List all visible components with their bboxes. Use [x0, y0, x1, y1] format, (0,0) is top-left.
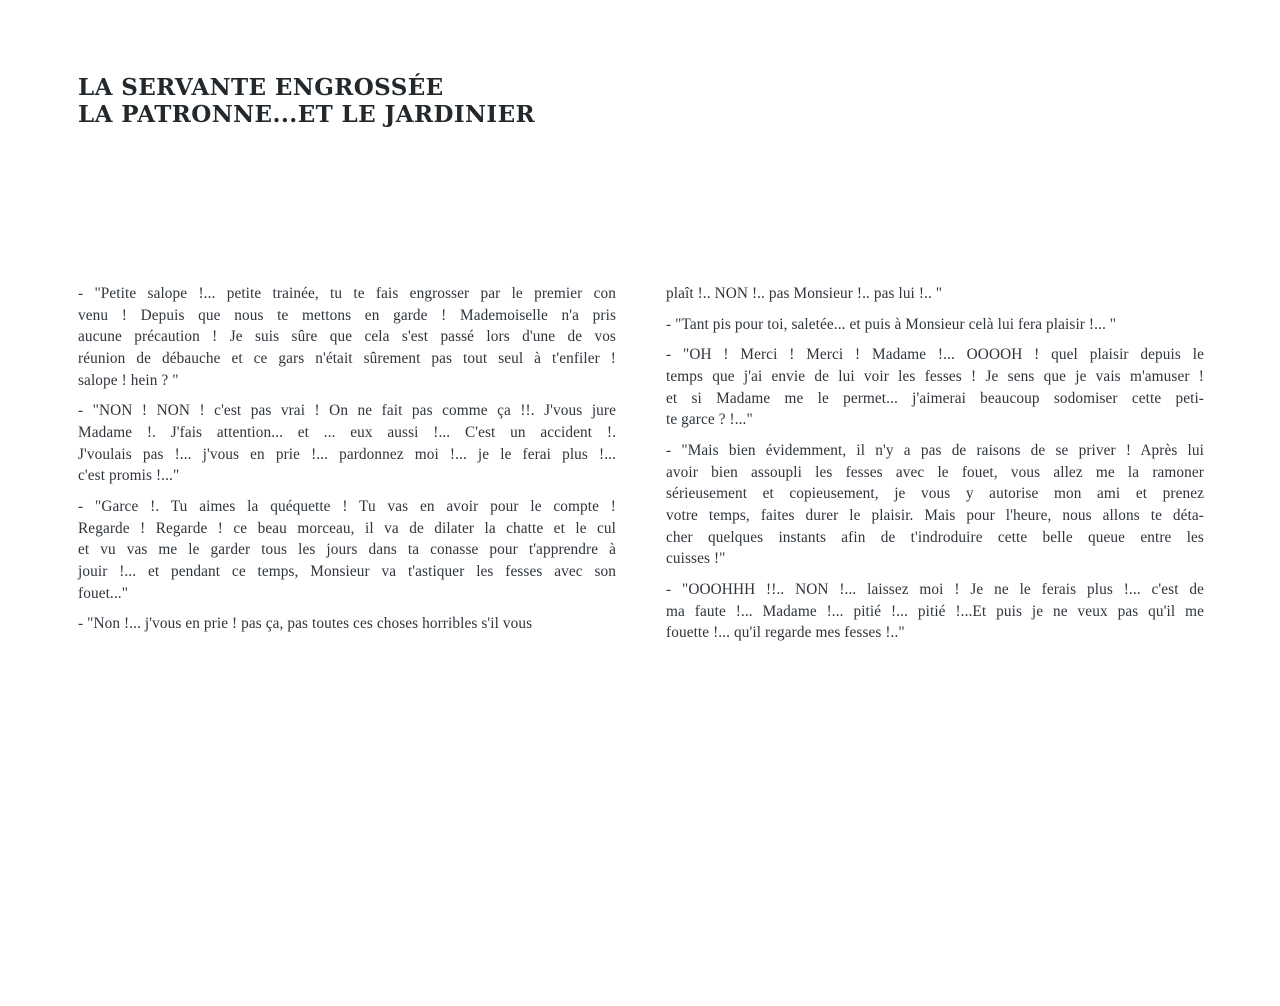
text-line: votre temps, faites durer le plaisir. Mais pour l'heure, nous allons te déta-: [666, 506, 1204, 524]
text-line: c'est promis !...": [78, 467, 180, 485]
text-line: et vu vas me le garder tous les jours dans ta conasse pour t'apprendre à: [78, 541, 616, 559]
text-line: - "Tant pis pour toi, saletée... et puis à Monsieur celà lui fera plaisir !... ": [666, 315, 1117, 333]
text-line: cher quelques instants afin de t'indroduire cette belle queue entre les: [666, 528, 1204, 546]
text-line: fouette !... qu'il regarde mes fesses !..": [666, 624, 905, 642]
paragraph: [78, 400, 616, 487]
page-title-line-1: LA SERVANTE ENGROSSÉE: [78, 74, 444, 101]
paragraph: [666, 314, 1204, 336]
paragraph: [78, 283, 616, 391]
text-line: Madame !. J'fais attention... et ... eux aussi !... C'est un accident !.: [78, 423, 616, 441]
text-line: - "Non !... j'vous en prie ! pas ça, pas toutes ces choses horribles s'il vous: [78, 615, 533, 633]
text-line: salope ! hein ? ": [78, 371, 179, 389]
text-line: - "Petite salope !... petite trainée, tu te fais engrosser par le premier con: [78, 285, 616, 302]
text-line: venu ! Depuis que nous te mettons en garde ! Mademoiselle n'a pris: [78, 306, 616, 324]
text-line: - "OOOHHH !!.. NON !... laissez moi ! Je ne le ferais plus !... c'est de: [666, 580, 1204, 598]
text-line: plaît !.. NON !.. pas Monsieur !.. pas lui !.. ": [666, 285, 943, 302]
text-line: avoir bien assoupli les fesses avec le fouet, vous allez me la ramoner: [666, 463, 1204, 481]
paragraph: [78, 496, 616, 604]
text-line: aucune précaution ! Je suis sûre que cela s'est passé lors d'une de vos: [78, 328, 616, 346]
text-line: te garce ? !...": [666, 411, 753, 429]
text-line: Regarde ! Regarde ! ce beau morceau, il va de dilater la chatte et le cul: [78, 519, 616, 537]
paragraph: [666, 440, 1204, 570]
text-line: et si Madame me le permet... j'aimerai beaucoup sodomiser cette peti-: [666, 389, 1204, 407]
text-column-right: [666, 283, 1204, 653]
paragraph: [666, 344, 1204, 431]
text-line: - "Mais bien évidemment, il n'y a pas de raisons de se priver ! Après lui: [666, 441, 1204, 459]
paragraph: [78, 613, 616, 635]
paragraph: [666, 283, 1204, 305]
text-line: réunion de débauche et ce gars n'était sûrement pas tout seul à t'enfiler !: [78, 349, 616, 367]
text-line: ma faute !... Madame !... pitié !... pitié !...Et puis je ne veux pas qu'il me: [666, 602, 1204, 620]
text-line: fouet...": [78, 584, 129, 602]
text-line: sérieusement et copieusement, je vous y autorise mon ami et prenez: [666, 485, 1204, 503]
paragraph: [666, 579, 1204, 644]
text-line: temps que j'ai envie de lui voir les fesses ! Je sens que je vais m'amuser !: [666, 367, 1204, 385]
text-line: jouir !... et pendant ce temps, Monsieur va t'astiquer les fesses avec son: [78, 562, 616, 580]
page-title-line-2: LA PATRONNE...ET LE JARDINIER: [78, 101, 536, 128]
page-title: [78, 74, 535, 128]
text-line: - "OH ! Merci ! Merci ! Madame !... OOOOH ! quel plaisir depuis le: [666, 346, 1204, 364]
text-line: cuisses !": [666, 550, 726, 568]
text-columns: [78, 283, 1204, 653]
text-column-left: [78, 283, 616, 653]
text-line: - "NON ! NON ! c'est pas vrai ! On ne fait pas comme ça !!. J'vous jure: [78, 402, 616, 420]
text-line: J'voulais pas !... j'vous en prie !... pardonnez moi !... je le ferai plus !...: [78, 445, 616, 463]
text-line: - "Garce !. Tu aimes la quéquette ! Tu vas en avoir pour le compte !: [78, 497, 616, 515]
